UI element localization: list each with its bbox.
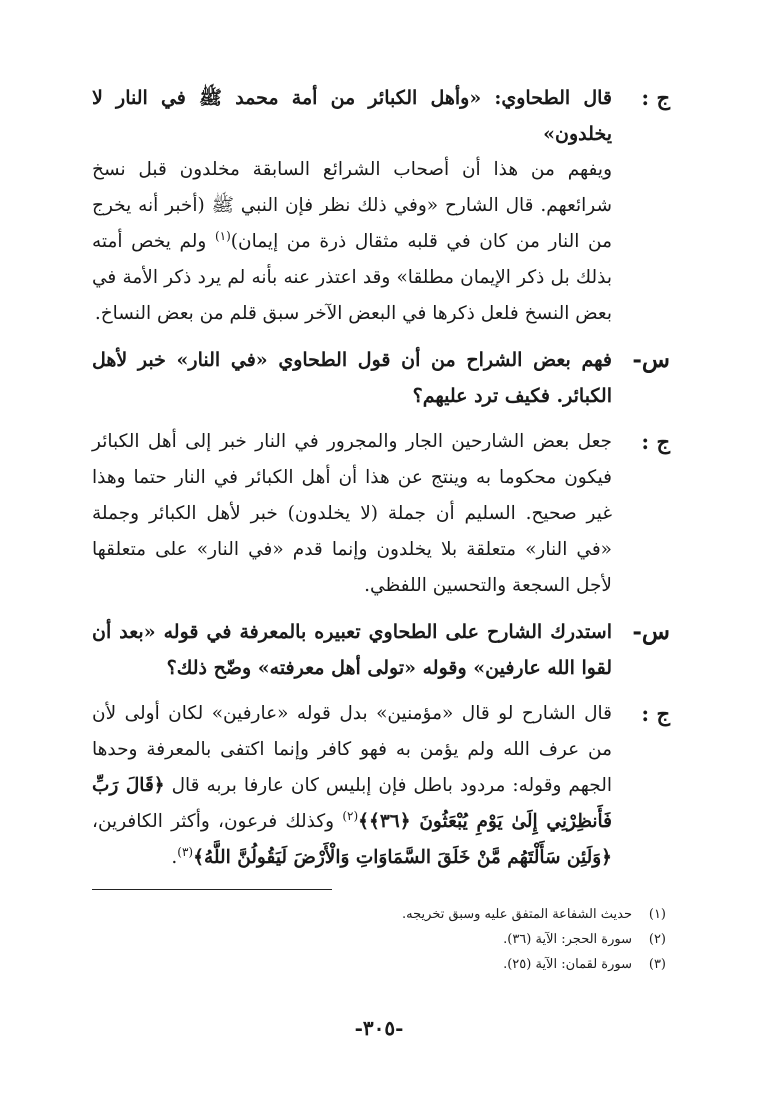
answer-text: جعل بعض الشارحين الجار والمجرور في النار خبر إلى أهل الكبائر فيكون محكوما به وينتج عن هذا أن أهل الكبائر في النار حتما وهذا غير صحيح. السليم أن جملة (لا يخلدون) خبر لأهل الكبائر وجملة «في النار» متعلقة بلا يخلدون وإنما قدم «في النار» على متعلقها لأجل السجعة والتحسين اللفظي. [92,431,612,596]
sentence-end: . [171,847,178,868]
quran-verse: ﴿وَلَئِن سَأَلْتَهُم مَّنْ خَلَقَ السَّمَاوَاتِ وَالْأَرْضَ لَيَقُولُنَّ اللَّهُ﴾ [193,847,612,868]
answer-paragraph: قال الشارح لو قال «مؤمنين» بدل قوله «عارفين» لكان أولى لأن من عرف الله ولم يؤمن به فهو كافر وإنما اكتفى بالمعرفة وحدها الجهم وقوله: مردود باطل فإن إبليس كان عارفا بربه قال [92,703,612,796]
question-marker: س- [632,346,670,373]
question-text: استدرك الشارح على الطحاوي تعبيره بالمعرفة في قوله «بعد أن لقوا الله عارفين» وقوله «تولى أهل معرفته» وضّح ذلك؟ [92,621,612,679]
footnote-divider [92,889,332,890]
answer-block [92,696,670,876]
footnotes [88,902,666,977]
page-number: -٣٠٥- [354,1016,404,1040]
footnote-reference[interactable]: (٣) [177,844,194,859]
footnote-text: سورة لقمان: الآية (٢٥). [503,957,632,972]
footnote-number: (١) [648,907,666,922]
question-block [92,342,670,414]
question-block [92,614,670,686]
footnote-text: سورة الحجر: الآية (٣٦). [503,932,632,947]
answer-block [92,80,670,332]
page-body [92,80,670,886]
question-marker: س- [632,618,670,645]
question-text: فهم بعض الشراح من أن قول الطحاوي «في النار» خبر لأهل الكبائر. فكيف ترد عليهم؟ [92,349,612,407]
footnote-item [88,927,666,952]
footnote-number: (٢) [648,932,666,947]
answer-paragraph: ويفهم من هذا أن أصحاب الشرائع السابقة مخلدون قبل نسخ شرائعهم. قال الشارح «وفي ذلك نظر فإن النبي ﷺ (أخبر أنه يخرج من النار من كان في قلبه مثقال ذرة من إيمان) [92,159,612,252]
answer-marker: ج : [641,85,670,110]
answer-text [92,696,612,876]
quote-heading: قال الطحاوي: «وأهل الكبائر من أمة محمد ﷺ في النار لا يخلدون» [92,87,612,145]
footnote-item [88,952,666,977]
footnote-reference[interactable]: (١) [214,228,231,243]
answer-block [92,424,670,604]
answer-paragraph: ولم يخص أمته بذلك بل ذكر الإيمان مطلقا» وقد اعتذر عنه بأنه لم يرد ذكر الأمة في بعض النسخ فلعل ذكرها في البعض الآخر سبق قلم من بعض النساخ. [92,231,612,324]
footnote-text: حديث الشفاعة المتفق عليه وسبق تخريجه. [402,907,632,922]
answer-paragraph: وكذلك فرعون، وأكثر الكافرين، [92,811,343,832]
answer-text [92,80,612,332]
footnote-item [88,902,666,927]
answer-marker: ج : [641,701,670,726]
footnote-reference[interactable]: (٢) [342,808,359,823]
answer-marker: ج : [641,429,670,454]
footnote-number: (٣) [648,957,666,972]
quran-verse: ﴿قَالَ رَبِّ فَأَنظِرْنِي إِلَىٰ يَوْمِ يُبْعَثُونَ ﴿٣٦﴾﴾ [92,775,612,832]
